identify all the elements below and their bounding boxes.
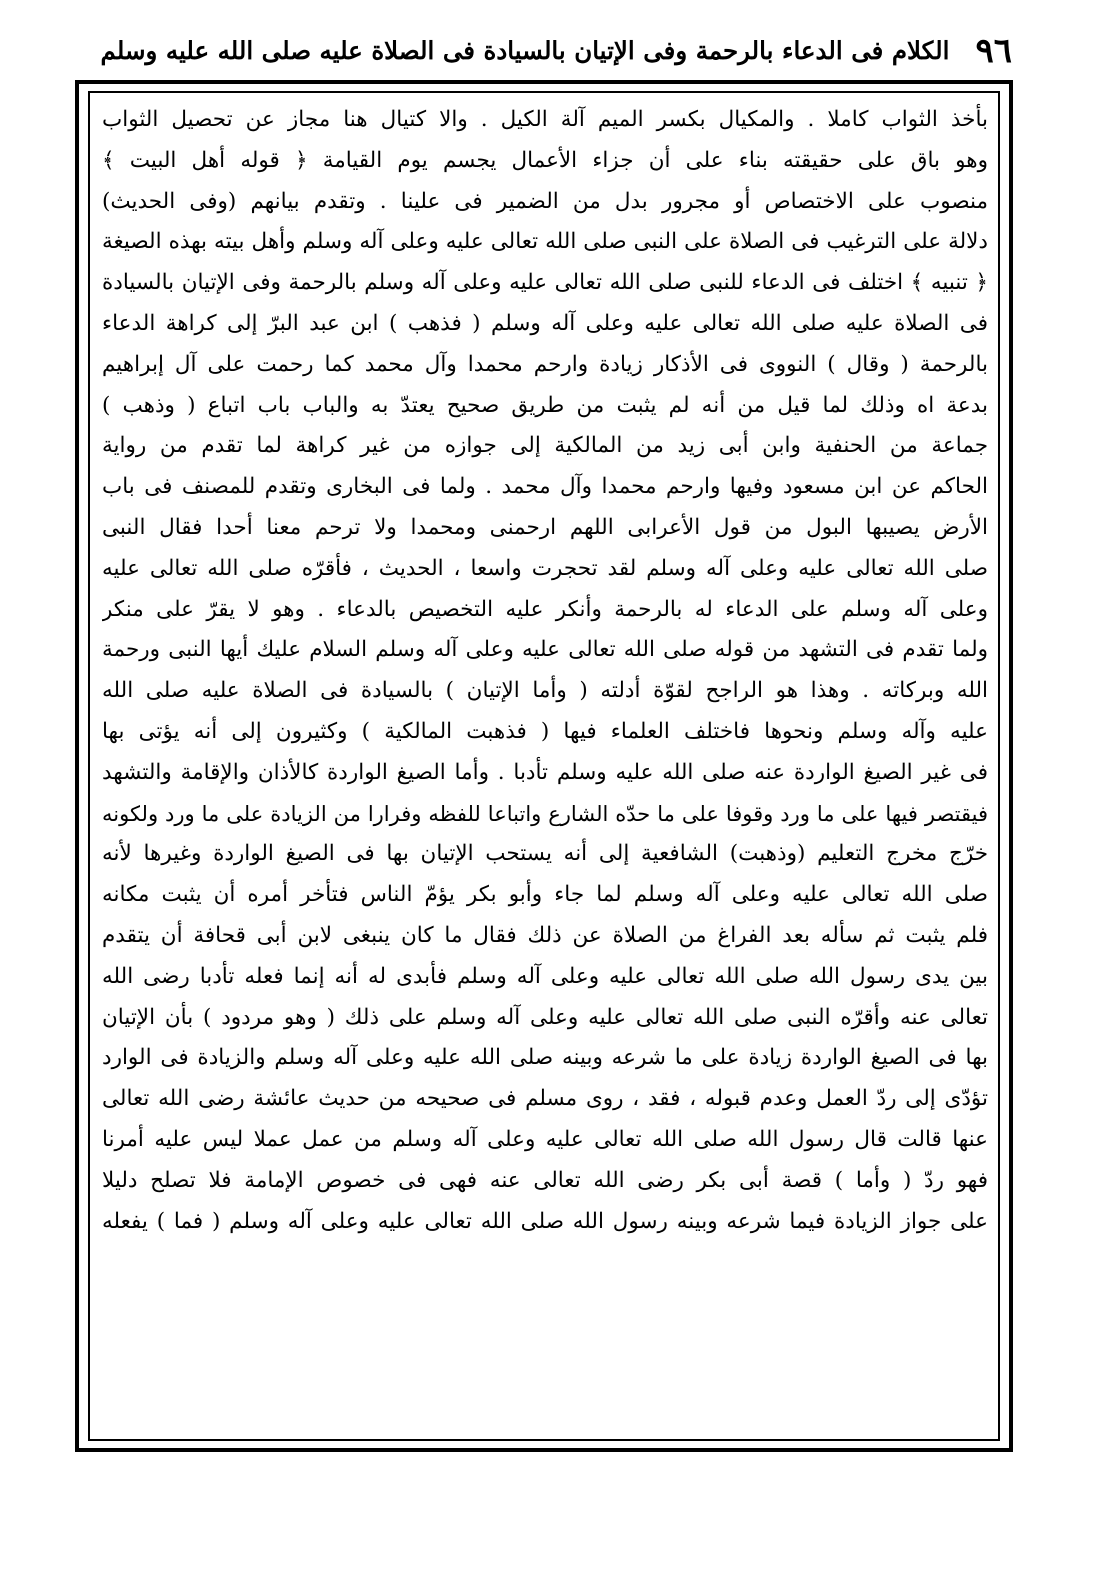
text-line: وهو باق على حقيقته بناء على أن جزاء الأعمال يجسم يوم القيامة ﴿ قوله أهل البيت ﴾ <box>102 147 988 173</box>
text-line: بها فى الصيغ الواردة زيادة على ما شرعه وبينه صلى الله عليه وعلى آله وسلم والزيادة فى الوارد <box>102 1045 988 1071</box>
text-line: عنها قالت قال رسول الله صلى الله تعالى عليه وعلى آله وسلم من عمل عملا ليس عليه أمرنا <box>102 1126 988 1152</box>
text-line: فهو ردّ ( وأما ) قصة أبى بكر رضى الله تعالى عنه فهى فى خصوص الإمامة فلا تصلح دليلا <box>102 1167 988 1193</box>
text-line: على جواز الزيادة فيما شرعه وبينه رسول الله صلى الله تعالى عليه وعلى آله وسلم ( فما ) يفعله <box>102 1208 988 1234</box>
text-line: تؤدّى إلى ردّ العمل وعدم قبوله ، فقد ، روى مسلم فى صحيحه من حديث عائشة رضى الله تعالى <box>102 1086 988 1112</box>
text-line: بدعة اه وذلك لما قيل من أنه لم يثبت من طريق صحيح يعتدّ به والباب باب اتباع ( وذهب ) <box>102 392 988 418</box>
body-text <box>102 100 988 1242</box>
text-line: خرّج مخرج التعليم (وذهبت) الشافعية إلى أنه يستحب الإتيان بها فى الصيغ الواردة وغيرها لأنه <box>102 841 988 867</box>
text-line: بأخذ الثواب كاملا . والمكيال بكسر الميم آلة الكيل . والا كتيال هنا مجاز عن تحصيل الثواب <box>102 107 988 132</box>
text-line: تعالى عنه وأقرّه النبى صلى الله تعالى عليه وعلى آله وسلم على ذلك ( وهو مردود ) بأن الإتيان <box>102 1004 988 1030</box>
text-line: فلم يثبت ثم سأله بعد الفراغ من الصلاة عن ذلك فقال ما كان ينبغى لابن أبى قحافة أن يتقدم <box>102 922 988 948</box>
text-line: صلى الله تعالى عليه وعلى آله وسلم لما جاء وأبو بكر يؤمّ الناس فتأخر أمره أن يثبت مكانه <box>102 882 988 908</box>
text-line: وعلى آله وسلم على الدعاء له بالرحمة وأنكر عليه التخصيص بالدعاء . وهو لا يقرّ على منكر <box>102 596 988 622</box>
text-line: فى الصلاة عليه صلى الله تعالى عليه وعلى آله وسلم ( فذهب ) ابن عبد البرّ إلى كراهة الدعاء <box>102 310 988 336</box>
text-line: بالرحمة ( وقال ) النووى فى الأذكار زيادة وارحم محمدا وآل محمد كما رحمت على آل إبراهيم <box>102 351 988 377</box>
text-line: ولما تقدم فى التشهد من قوله صلى الله تعالى عليه وعلى آله وسلم السلام عليك أيها النبى ورحمة <box>102 637 988 663</box>
text-line: بين يدى رسول الله صلى الله تعالى عليه وعلى آله وسلم فأبدى له أنه إنما فعله تأدبا رضى الله <box>102 963 988 989</box>
text-line: الحاكم عن ابن مسعود وفيها وارحم محمدا وآل محمد . ولما فى البخارى وتقدم للمصنف فى باب <box>102 474 988 500</box>
text-line: دلالة على الترغيب فى الصلاة على النبى صلى الله تعالى عليه وعلى آله وسلم وأهل بيته بهذه الصيغة <box>102 229 988 255</box>
text-line: صلى الله تعالى عليه وعلى آله وسلم لقد تحجرت واسعا ، الحديث ، فأقرّه صلى الله تعالى عليه <box>102 555 988 581</box>
text-line: فيقتصر فيها على ما ورد وقوفا على ما حدّه الشارع واتباعا للفظه وفرارا من الزيادة على ما ورد ولكونه <box>102 801 988 826</box>
text-line: الأرض يصيبها البول من قول الأعرابى اللهم ارحمنى ومحمدا ولا ترحم معنا أحدا فقال النبى <box>102 514 988 540</box>
page-header <box>100 28 1012 74</box>
text-line: جماعة من الحنفية وابن أبى زيد من المالكية إلى جوازه من غير كراهة لما تقدم من رواية <box>102 433 988 459</box>
text-line: الله وبركاته . وهذا هو الراجح لقوّة أدلته ( وأما الإتيان ) بالسيادة فى الصلاة عليه صلى الله <box>102 678 988 704</box>
running-title: الكلام فى الدعاء بالرحمة وفى الإتيان بالسيادة فى الصلاة عليه صلى الله عليه وسلم <box>100 36 950 65</box>
text-line: ﴿ تنبيه ﴾ اختلف فى الدعاء للنبى صلى الله تعالى عليه وعلى آله وسلم بالرحمة وفى الإتيان بالسيادة <box>102 270 988 296</box>
text-line: منصوب على الاختصاص أو مجرور بدل من الضمير فى علينا . وتقدم بيانهم (وفى الحديث) <box>102 188 988 214</box>
text-line: عليه وآله وسلم ونحوها فاختلف العلماء فيها ( فذهبت المالكية ) وكثيرون إلى أنه يؤتى بها <box>102 718 988 744</box>
text-line: فى غير الصيغ الواردة عنه صلى الله عليه وسلم تأدبا . وأما الصيغ الواردة كالأذان والإقامة والتشهد <box>102 759 988 785</box>
page-number: ٩٦ <box>975 31 1012 71</box>
